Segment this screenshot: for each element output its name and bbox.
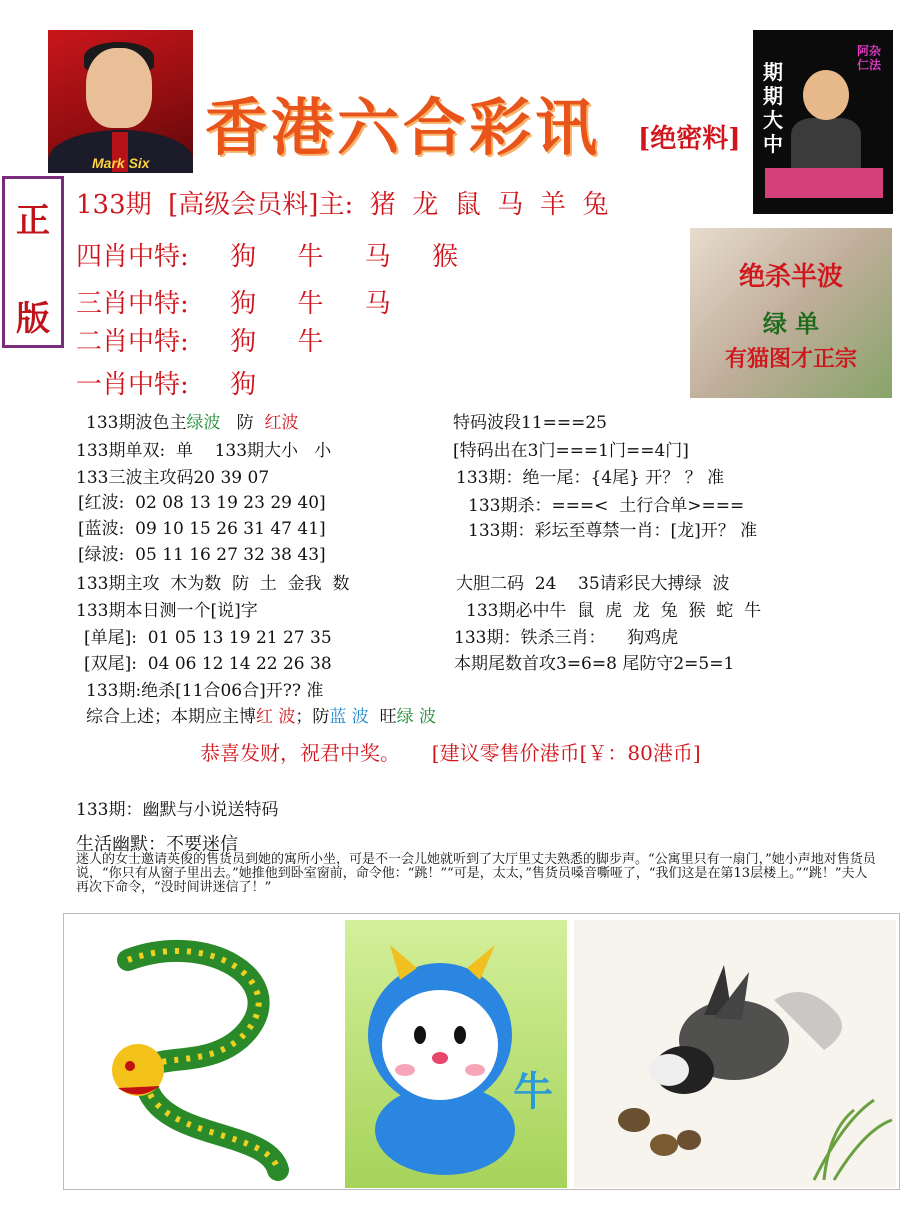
mark-six-logo: Mark Six <box>92 155 150 171</box>
attack-element-line: 133期主攻 木为数 防 土 金我 数 <box>76 574 350 594</box>
authentic-badge <box>2 176 64 348</box>
wave-color-line: 133期波色主绿波 防 红波 <box>86 413 299 433</box>
tail-attack-line: 本期尾数首攻3=6=8 尾防守2=5=1 <box>454 654 735 674</box>
iron-kill-line: 133期：铁杀三肖： 狗鸡虎 <box>454 628 679 648</box>
forbidden-zodiac-line: 133期：彩坛至尊禁一肖：[龙]开？ 准 <box>468 521 758 541</box>
summary-line: 综合上述；本期应主博红 波；防蓝 波 旺绿 波 <box>86 707 437 727</box>
story-heading: 133期：幽默与小说送特码 <box>76 800 279 820</box>
rabbit-painting-image <box>574 920 896 1188</box>
cartoon-figure-image <box>753 30 893 214</box>
red-wave-numbers: [红波: 02 08 13 19 23 29 40] <box>78 493 326 513</box>
humor-title: 生活幽默：不要迷信 <box>76 834 238 855</box>
double-tail-line: [双尾]: 04 06 12 14 22 26 38 <box>84 654 332 674</box>
one-zodiac-pick: 一肖中特: 狗 <box>76 370 257 400</box>
cat-photo-banner <box>690 228 892 398</box>
two-zodiac-pick: 二肖中特: 狗 牛 <box>76 327 324 357</box>
ox-cartoon-image <box>345 920 567 1188</box>
three-zodiac-pick: 三肖中特: 狗 牛 马 <box>76 289 391 319</box>
door-line: [特码出在3门===1门==4门] <box>453 441 689 461</box>
kill-combo-line: 133期:绝杀[11合06合]开?? 准 <box>86 681 324 701</box>
four-zodiac-pick: 四肖中特: 狗 牛 马 猴 <box>76 242 459 272</box>
humor-text: 迷人的女士邀请英俊的售货员到她的寓所小坐，可是不一会儿她就听到了大厅里丈夫熟悉的脚步声。“公寓里只有一扇门，”她小声地对售货员说，“你只有从窗子里出去。”她推他到卧室窗前，命令他：“跳！”“可是，太太，”售货员嗓音嘶哑了，“我们这是在第13层楼上。”“跳！”夫人再次下命令，“没时间讲迷信了！” <box>76 852 876 895</box>
figure-tag: 阿杂仁法 <box>857 44 882 72</box>
main-zodiac-pick: 133期 [高级会员料]主: 猪 龙 鼠 马 羊 兔 <box>76 190 609 220</box>
bold-two-codes-line: 大胆二码 24 35请彩民大搏绿 波 <box>456 574 730 594</box>
daily-word-line: 133期本日测一个[说]字 <box>76 601 258 621</box>
must-hit-line: 133期必中牛 鼠 虎 龙 兔 猴 蛇 牛 <box>466 601 762 621</box>
congrats-price-line: 恭喜发财，祝君中奖。 [建议零售价港币[￥：80港币] <box>200 741 701 765</box>
odd-even-size-line: 133期单双: 单 133期大小 小 <box>76 441 332 461</box>
three-wave-line: 133三波主攻码20 39 07 <box>76 468 270 488</box>
blue-wave-numbers: [蓝波: 09 10 15 26 31 47 41] <box>78 519 326 539</box>
page-subtitle: [绝密料] <box>638 124 741 154</box>
dragon-image <box>68 920 338 1188</box>
page-title: 香港六合彩讯 <box>205 91 602 164</box>
host-portrait <box>48 30 193 173</box>
ox-character: 牛 <box>513 1068 553 1115</box>
green-wave-numbers: [绿波: 05 11 16 27 32 38 43] <box>78 545 326 565</box>
cat-banner-line-2: 绿 单 <box>762 309 820 338</box>
badge-char-1: 正 <box>16 201 50 241</box>
cat-banner-line-1: 绝杀半波 <box>738 262 843 292</box>
special-segment-line: 特码波段11===25 <box>453 413 607 433</box>
cat-banner-line-3: 有猫图才正宗 <box>724 346 857 372</box>
element-kill-line: 133期杀：===< 土行合单>=== <box>468 496 745 516</box>
badge-char-2: 版 <box>16 299 50 339</box>
zodiac-pictures <box>63 913 900 1190</box>
tail-kill-line: 133期：绝一尾：{4尾} 开？ ？ 准 <box>456 468 725 488</box>
figure-vertical-text: 期期大中 <box>763 60 783 156</box>
single-tail-line: [单尾]: 01 05 13 19 21 27 35 <box>84 628 332 648</box>
